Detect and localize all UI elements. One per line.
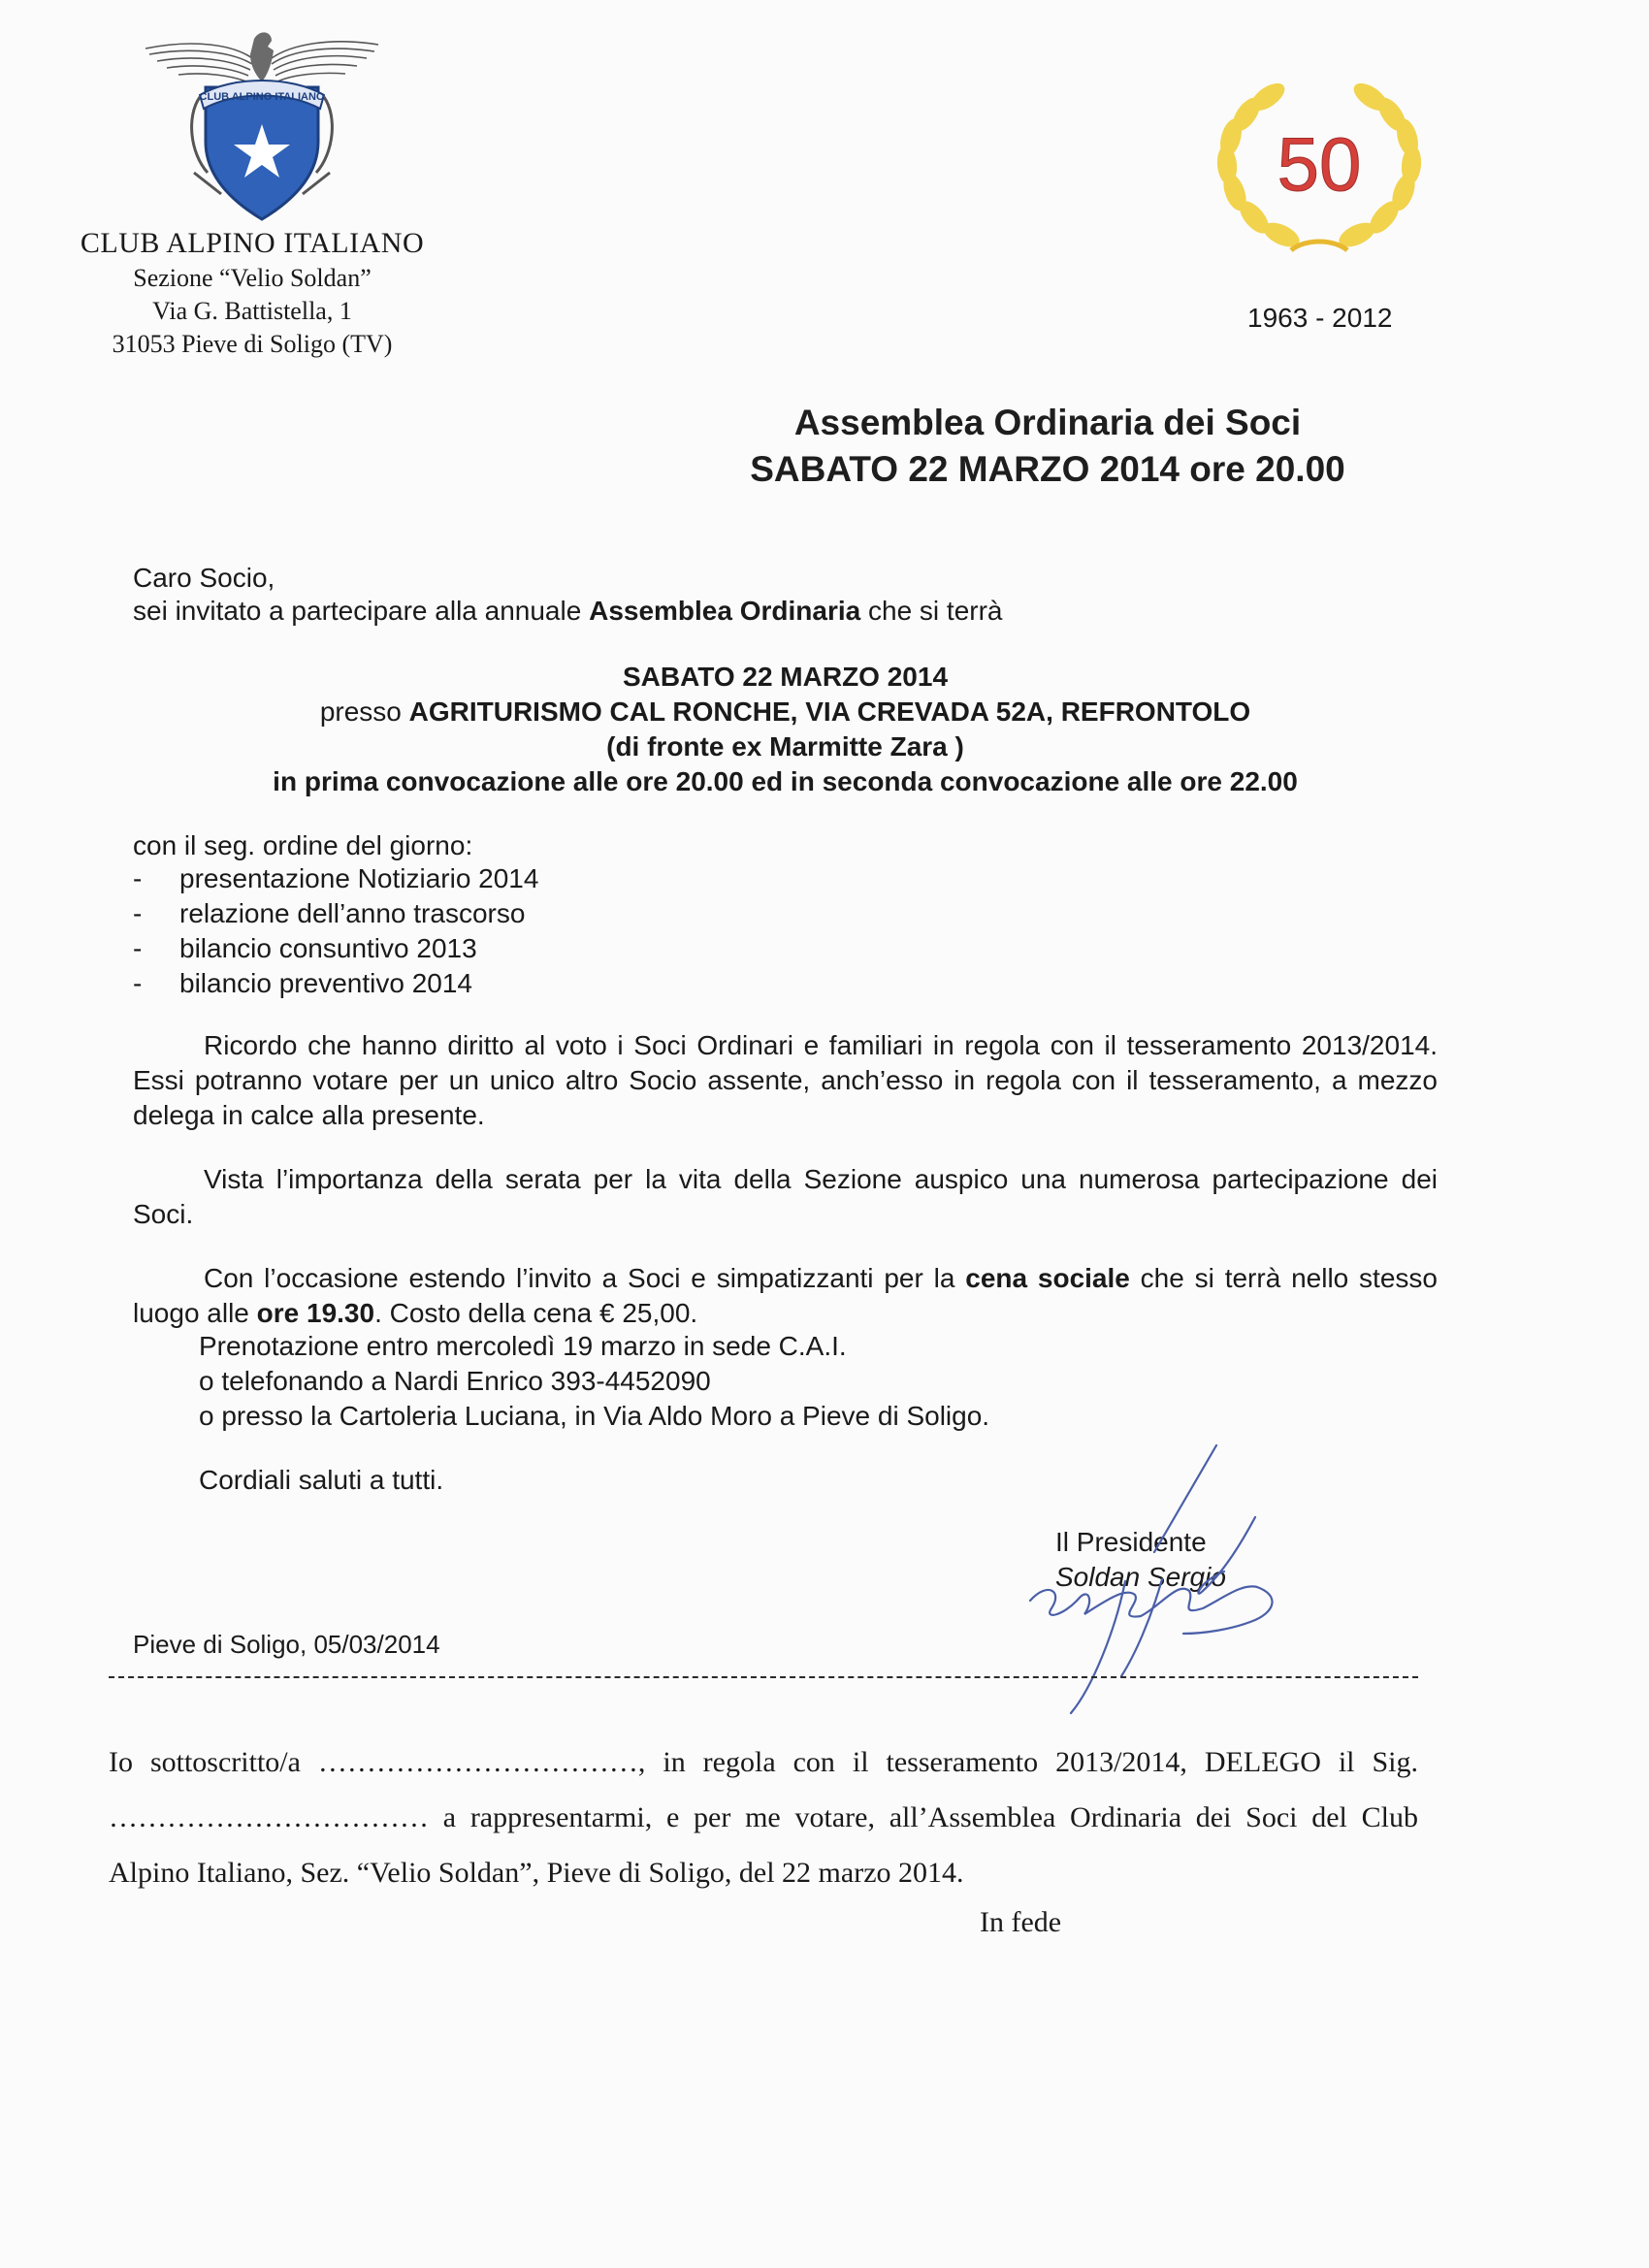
agenda-bullet: -: [133, 863, 143, 893]
convocation-times: in prima convocazione alle ore 20.00 ed in seconda convocazione alle ore 22.00: [273, 766, 1298, 796]
title-line-2: SABATO 22 MARZO 2014 ore 20.00: [750, 449, 1345, 489]
agenda-intro: con il seg. ordine del giorno:: [133, 830, 473, 860]
title-line-1: Assemblea Ordinaria dei Soci: [793, 403, 1302, 442]
agenda-item-text: presentazione Notiziario 2014: [179, 863, 539, 893]
handwritten-signature: [970, 1436, 1290, 1717]
anniversary-years: 1963 - 2012: [1247, 303, 1393, 333]
agenda-bullet: -: [133, 898, 143, 928]
event-date: SABATO 22 MARZO 2014: [622, 662, 949, 692]
event-venue: [133, 695, 1438, 729]
paragraph-dinner: [133, 1261, 1438, 1331]
booking-line: o telefonando a Nardi Enrico 393-4452090: [199, 1366, 711, 1396]
venue-note: (di fronte ex Marmitte Zara ): [606, 731, 964, 761]
booking-line: Prenotazione entro mercoledì 19 marzo in sede C.A.I.: [199, 1331, 847, 1361]
paragraph-importance: Vista l’importanza della serata per la vita della Sezione auspico una numerosa partecipazione dei Soci.: [133, 1164, 1438, 1229]
agenda-item: [133, 896, 1438, 931]
greeting: Caro Socio,: [133, 563, 275, 593]
page-title: [679, 400, 1416, 493]
dinner-text-1: Con l’occasione estendo l’invito a Soci e simpatizzanti per la: [204, 1263, 966, 1293]
signatory-name: Soldan Sergio: [1055, 1562, 1226, 1592]
agenda-list: [133, 861, 1438, 1001]
agenda-item: [133, 861, 1438, 896]
dashed-cut-line: [109, 1676, 1418, 1678]
dinner-text-3: . Costo della cena € 25,00.: [374, 1298, 698, 1328]
agenda-item: [133, 931, 1438, 966]
invite-text-bold: Assemblea Ordinaria: [589, 596, 861, 626]
booking-line: o presso la Cartoleria Luciana, in Via Aldo Moro a Pieve di Soligo.: [199, 1401, 990, 1431]
agenda-item-text: relazione dell’anno trascorso: [179, 898, 526, 928]
agenda-bullet: -: [133, 968, 143, 998]
logo-banner-text: CLUB ALPINO ITALIANO: [199, 91, 325, 103]
venue-name: AGRITURISMO CAL RONCHE, VIA CREVADA 52A, REFRONTOLO: [408, 697, 1251, 727]
cai-eagle-shield-logo: [136, 27, 388, 231]
laurel-wreath-50-badge: [1208, 76, 1431, 260]
organization-address: [58, 225, 446, 361]
org-city: 31053 Pieve di Soligo (TV): [112, 330, 393, 358]
venue-prefix: presso: [319, 697, 409, 727]
dinner-bold-2: ore 19.30: [256, 1298, 375, 1328]
agenda-bullet: -: [133, 933, 143, 963]
dinner-bold-1: cena sociale: [965, 1263, 1130, 1293]
invite-text-before: sei invitato a partecipare alla annuale: [133, 596, 590, 626]
place-and-date: Pieve di Soligo, 05/03/2014: [133, 1630, 440, 1659]
agenda-item: [133, 966, 1438, 1001]
in-fede-label: In fede: [980, 1906, 1062, 1938]
paragraph-voting-rights: Ricordo che hanno diritto al voto i Soci Ordinari e familiari in regola con il tesseramento 2013/2014. Essi potranno votare per un unico altro Socio assente, anch’esso in regola con il tesseramento, a mezzo delega in calce alla presente.: [133, 1030, 1438, 1130]
org-street: Via G. Battistella, 1: [152, 297, 352, 325]
booking-info: [199, 1329, 1431, 1434]
agenda-item-text: bilancio preventivo 2014: [179, 968, 472, 998]
org-section: Sezione “Velio Soldan”: [133, 264, 372, 292]
badge-number: 50: [1277, 121, 1362, 207]
invitation-line: [133, 594, 1438, 629]
closing-greeting: Cordiali saluti a tutti.: [199, 1465, 444, 1495]
dinner-text-2: che si terrà nello stesso luogo alle: [133, 1263, 1438, 1328]
org-name: CLUB ALPINO ITALIANO: [80, 227, 425, 259]
proxy-delegation-form: Io sottoscritto/a ……………………………, in regola con il tesseramento 2013/2014, DELEGO il Sig. …………………………… a rappresentarmi, e per me votare, all’Assemblea Ordinaria dei Soci del Club Alpino Italiano, Sez. “Velio Soldan”, Pieve di Soligo, del 22 marzo 2014.: [109, 1746, 1418, 1889]
signatory-role: Il Presidente: [1055, 1527, 1207, 1557]
agenda-item-text: bilancio consuntivo 2013: [179, 933, 477, 963]
invite-text-after: che si terrà: [860, 596, 1003, 626]
